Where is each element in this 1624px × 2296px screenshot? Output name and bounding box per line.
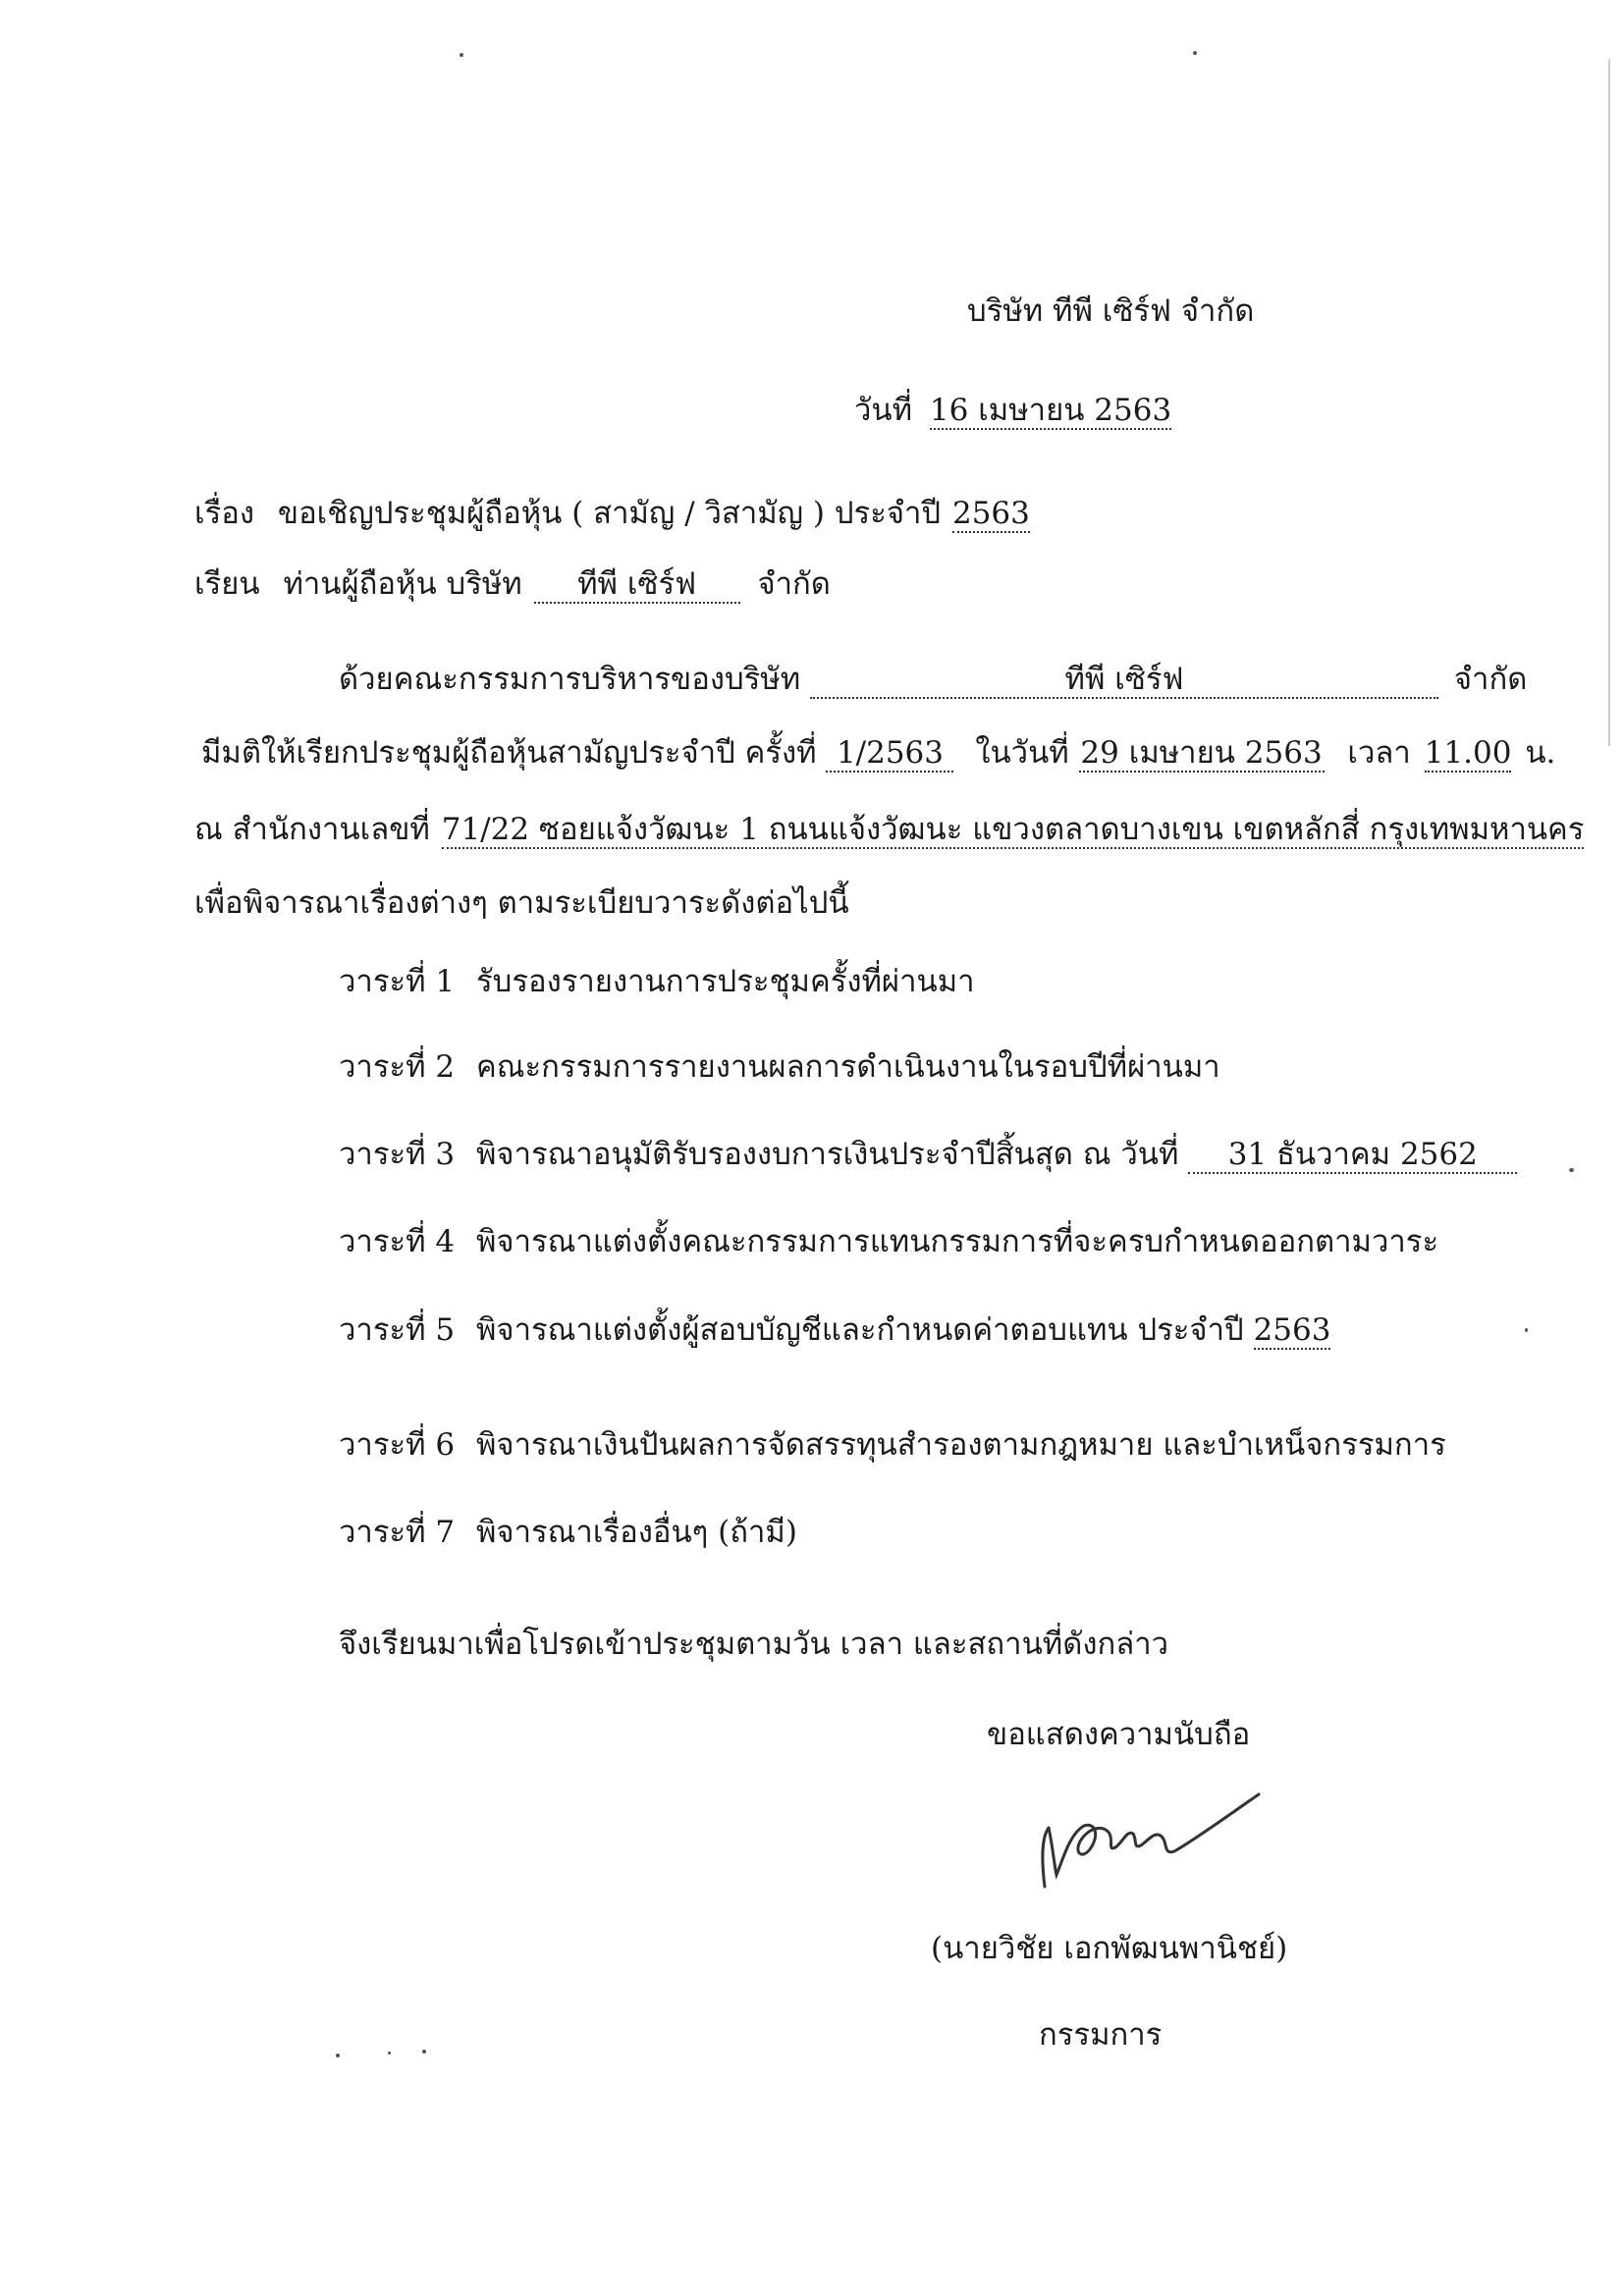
body-line-2: [201, 735, 1556, 773]
scan-speck: [1569, 1168, 1574, 1172]
meeting-time: 11.00: [1424, 735, 1512, 771]
agenda-text: พิจารณาอนุมัติรับรองงบการเงินประจำปีสิ้นสุด ณ วันที่: [476, 1137, 1179, 1172]
agenda-text: พิจารณาแต่งตั้งผู้สอบบัญชีและกำหนดค่าตอบแทน ประจำปี: [476, 1312, 1244, 1348]
recipient-line: [194, 566, 831, 604]
scan-speck: [388, 2052, 391, 2055]
subject-line: [194, 496, 1030, 533]
agenda-label: วาระที่ 4: [339, 1224, 456, 1259]
agenda-item: [339, 1137, 1517, 1174]
body-line-3: [194, 812, 1585, 849]
agenda-text: คณะกรรมการรายงานผลการดำเนินงานในรอบปีที่ผ่านมา: [476, 1049, 1220, 1085]
meeting-number: 1/2563: [826, 738, 953, 773]
meeting-date: 29 เมษายน 2563: [1080, 735, 1323, 771]
scan-speck: [422, 2050, 426, 2054]
agenda-text: พิจารณาเรื่องอื่นๆ (ถ้ามี): [476, 1515, 797, 1550]
subject-year: 2563: [951, 496, 1030, 531]
recipient-suffix: จำกัด: [757, 566, 831, 602]
agenda-fill: 2563: [1253, 1312, 1331, 1348]
scan-speck: [460, 53, 463, 57]
date-value: 16 เมษายน 2563: [929, 393, 1172, 428]
subject-label: เรื่อง: [194, 496, 255, 531]
signatory-name: (นายวิชัย เอกพัฒนพานิชย์): [931, 1931, 1288, 1966]
agenda-label: วาระที่ 5: [339, 1312, 456, 1348]
signature: [1031, 1777, 1276, 1904]
agenda-item: [339, 1427, 1446, 1463]
closing-text: จึงเรียนมาเพื่อโปรดเข้าประชุมตามวัน เวลา และสถานที่ดังกล่าว: [339, 1627, 1169, 1662]
recipient-company: ทีพี เซิร์ฟ: [534, 569, 740, 604]
agenda-label: วาระที่ 1: [339, 964, 456, 999]
board-company: ทีพี เซิร์ฟ: [810, 665, 1438, 699]
letter-date: [854, 393, 1172, 430]
agenda-item: [339, 1515, 797, 1550]
recipient-text: ท่านผู้ถือหุ้น บริษัท: [283, 566, 522, 602]
venue-label: ณ สำนักงานเลขที่: [194, 812, 430, 847]
scan-speck: [1525, 1328, 1528, 1332]
body-line-4: เพื่อพิจารณาเรื่องต่างๆ ตามระเบียบวาระดังต่อไปนี้: [194, 885, 849, 921]
scan-speck: [1193, 51, 1197, 55]
agenda-text: พิจารณาเงินปันผลการจัดสรรทุนสำรองตามกฎหมาย และบำเหน็จกรรมการ: [476, 1427, 1446, 1463]
regards-text: ขอแสดงความนับถือ: [987, 1717, 1251, 1752]
agenda-label: วาระที่ 6: [339, 1427, 456, 1463]
agenda-item: [339, 1224, 1439, 1259]
agenda-item: [339, 1049, 1220, 1085]
agenda-label: วาระที่ 3: [339, 1137, 456, 1172]
resolution-text: มีมติให้เรียกประชุมผู้ถือหุ้นสามัญประจำปี ครั้งที่: [201, 735, 817, 771]
signatory-position: กรรมการ: [1039, 2017, 1163, 2053]
meeting-time-label: เวลา: [1347, 735, 1411, 771]
board-suffix: จำกัด: [1453, 662, 1528, 697]
agenda-label: วาระที่ 7: [339, 1515, 456, 1550]
board-text: ด้วยคณะกรรมการบริหารของบริษัท: [339, 662, 801, 697]
meeting-date-label: ในวันที่: [975, 735, 1069, 771]
agenda-text: พิจารณาแต่งตั้งคณะกรรมการแทนกรรมการที่จะครบกำหนดออกตามวาระ: [476, 1224, 1439, 1259]
date-label: วันที่: [854, 393, 913, 428]
agenda-fill: 31 ธันวาคม 2562: [1188, 1140, 1517, 1174]
venue-address: 71/22 ซอยแจ้งวัฒนะ 1 ถนนแจ้งวัฒนะ แขวงตลาดบางเขน เขตหลักสี่ กรุงเทพมหานคร: [441, 812, 1585, 847]
scan-speck: [336, 2054, 340, 2057]
agenda-item: [339, 1312, 1331, 1350]
recipient-label: เรียน: [194, 566, 260, 602]
meeting-time-unit: น.: [1525, 735, 1556, 771]
page-edge-shadow: [1608, 59, 1610, 746]
company-header: บริษัท ทีพี เซิร์ฟ จำกัด: [967, 294, 1255, 329]
agenda-text: รับรองรายงานการประชุมครั้งที่ผ่านมา: [476, 964, 975, 999]
agenda-label: วาระที่ 2: [339, 1049, 456, 1085]
subject-text: ขอเชิญประชุมผู้ถือหุ้น ( สามัญ / วิสามัญ ) ประจำปี: [277, 496, 942, 531]
body-line-1: [339, 662, 1528, 699]
agenda-item: [339, 964, 975, 999]
